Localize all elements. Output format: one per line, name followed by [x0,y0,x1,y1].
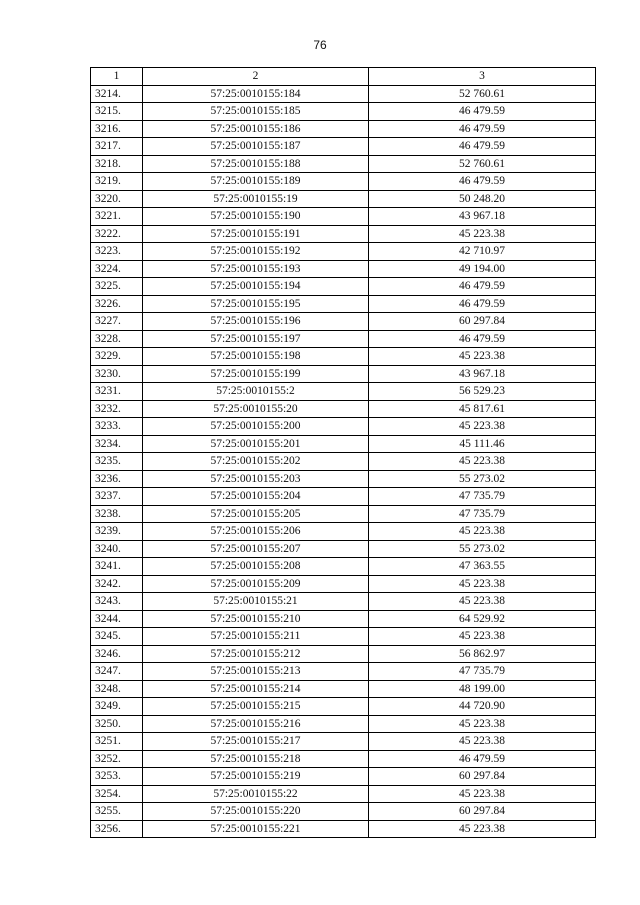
cadastral-number: 57:25:0010155:194 [143,278,369,296]
cadastral-number: 57:25:0010155:203 [143,470,369,488]
cadastral-value: 46 479.59 [369,750,596,768]
cadastral-value: 56 529.23 [369,383,596,401]
cadastral-number: 57:25:0010155:185 [143,103,369,121]
table-body [91,85,596,838]
row-number: 3255. [91,803,143,821]
cadastral-value: 60 297.84 [369,313,596,331]
row-number: 3238. [91,505,143,523]
cadastral-number: 57:25:0010155:216 [143,715,369,733]
cadastral-number: 57:25:0010155:20 [143,400,369,418]
cadastral-number: 57:25:0010155:212 [143,645,369,663]
cadastral-value: 55 273.02 [369,540,596,558]
table-row [91,120,596,138]
row-number: 3216. [91,120,143,138]
table-row [91,208,596,226]
cadastral-value: 50 248.20 [369,190,596,208]
table-row [91,768,596,786]
cadastral-number: 57:25:0010155:220 [143,803,369,821]
row-number: 3225. [91,278,143,296]
row-number: 3250. [91,715,143,733]
table-row [91,400,596,418]
table-row [91,540,596,558]
row-number: 3217. [91,138,143,156]
column-header-value: 3 [369,68,596,86]
table-row [91,313,596,331]
table-row [91,593,596,611]
cadastral-number: 57:25:0010155:195 [143,295,369,313]
row-number: 3246. [91,645,143,663]
cadastral-number: 57:25:0010155:188 [143,155,369,173]
column-header-number: 1 [91,68,143,86]
table-row [91,103,596,121]
cadastral-value: 52 760.61 [369,85,596,103]
cadastral-number: 57:25:0010155:193 [143,260,369,278]
cadastral-value: 45 223.38 [369,593,596,611]
row-number: 3214. [91,85,143,103]
table-row [91,453,596,471]
cadastral-number: 57:25:0010155:192 [143,243,369,261]
row-number: 3219. [91,173,143,191]
cadastral-number: 57:25:0010155:205 [143,505,369,523]
cadastral-value: 48 199.00 [369,680,596,698]
table-row [91,85,596,103]
row-number: 3226. [91,295,143,313]
table-row [91,750,596,768]
cadastral-number: 57:25:0010155:191 [143,225,369,243]
cadastral-number: 57:25:0010155:198 [143,348,369,366]
table-row [91,645,596,663]
table-row [91,663,596,681]
cadastral-value: 45 817.61 [369,400,596,418]
cadastral-number: 57:25:0010155:187 [143,138,369,156]
row-number: 3227. [91,313,143,331]
cadastral-number: 57:25:0010155:213 [143,663,369,681]
cadastral-number: 57:25:0010155:206 [143,523,369,541]
cadastral-number: 57:25:0010155:190 [143,208,369,226]
cadastral-number: 57:25:0010155:22 [143,785,369,803]
table-row [91,365,596,383]
table-row [91,558,596,576]
cadastral-number: 57:25:0010155:219 [143,768,369,786]
cadastral-number: 57:25:0010155:199 [143,365,369,383]
row-number: 3233. [91,418,143,436]
cadastral-value: 45 223.38 [369,225,596,243]
table-row [91,523,596,541]
cadastral-number: 57:25:0010155:209 [143,575,369,593]
cadastral-value: 42 710.97 [369,243,596,261]
row-number: 3245. [91,628,143,646]
cadastral-value: 47 735.79 [369,505,596,523]
row-number: 3218. [91,155,143,173]
cadastral-value: 47 363.55 [369,558,596,576]
cadastral-number: 57:25:0010155:204 [143,488,369,506]
row-number: 3253. [91,768,143,786]
column-header-cadastral-number: 2 [143,68,369,86]
cadastral-value: 49 194.00 [369,260,596,278]
table-row [91,295,596,313]
cadastral-number: 57:25:0010155:19 [143,190,369,208]
table-row [91,610,596,628]
cadastral-number: 57:25:0010155:214 [143,680,369,698]
table-row [91,138,596,156]
row-number: 3242. [91,575,143,593]
cadastral-value: 46 479.59 [369,278,596,296]
page-number: 76 [313,38,327,52]
row-number: 3234. [91,435,143,453]
row-number: 3228. [91,330,143,348]
cadastral-number: 57:25:0010155:196 [143,313,369,331]
table-row [91,330,596,348]
table-row [91,715,596,733]
cadastral-value: 43 967.18 [369,208,596,226]
row-number: 3231. [91,383,143,401]
table-row [91,575,596,593]
cadastral-value-table [90,67,596,838]
cadastral-number: 57:25:0010155:201 [143,435,369,453]
table-row [91,243,596,261]
row-number: 3249. [91,698,143,716]
table-row [91,348,596,366]
row-number: 3232. [91,400,143,418]
cadastral-value: 45 223.38 [369,418,596,436]
cadastral-number: 57:25:0010155:207 [143,540,369,558]
cadastral-number: 57:25:0010155:184 [143,85,369,103]
cadastral-value: 45 223.38 [369,453,596,471]
cadastral-value: 44 720.90 [369,698,596,716]
row-number: 3241. [91,558,143,576]
cadastral-value: 43 967.18 [369,365,596,383]
table-row [91,505,596,523]
row-number: 3251. [91,733,143,751]
cadastral-value: 64 529.92 [369,610,596,628]
cadastral-value: 47 735.79 [369,663,596,681]
table-row [91,785,596,803]
table-row [91,470,596,488]
row-number: 3236. [91,470,143,488]
cadastral-number: 57:25:0010155:210 [143,610,369,628]
cadastral-value: 46 479.59 [369,138,596,156]
row-number: 3252. [91,750,143,768]
table-row [91,383,596,401]
cadastral-value: 60 297.84 [369,768,596,786]
table-row [91,173,596,191]
row-number: 3230. [91,365,143,383]
cadastral-value: 46 479.59 [369,103,596,121]
cadastral-value: 60 297.84 [369,803,596,821]
row-number: 3222. [91,225,143,243]
cadastral-number: 57:25:0010155:2 [143,383,369,401]
cadastral-number: 57:25:0010155:189 [143,173,369,191]
cadastral-value: 56 862.97 [369,645,596,663]
table-row [91,435,596,453]
cadastral-value: 47 735.79 [369,488,596,506]
row-number: 3215. [91,103,143,121]
row-number: 3224. [91,260,143,278]
row-number: 3256. [91,820,143,838]
cadastral-number: 57:25:0010155:221 [143,820,369,838]
cadastral-value: 45 223.38 [369,628,596,646]
table-header-row [91,68,596,86]
table-row [91,225,596,243]
row-number: 3235. [91,453,143,471]
table-row [91,278,596,296]
cadastral-value: 46 479.59 [369,173,596,191]
cadastral-value: 45 223.38 [369,523,596,541]
cadastral-value: 45 223.38 [369,820,596,838]
cadastral-value: 45 223.38 [369,715,596,733]
table-row [91,698,596,716]
cadastral-value: 46 479.59 [369,295,596,313]
table-row [91,155,596,173]
table-row [91,488,596,506]
cadastral-number: 57:25:0010155:202 [143,453,369,471]
cadastral-number: 57:25:0010155:218 [143,750,369,768]
table-row [91,803,596,821]
cadastral-value: 45 111.46 [369,435,596,453]
cadastral-value: 45 223.38 [369,733,596,751]
table-row [91,260,596,278]
row-number: 3244. [91,610,143,628]
row-number: 3243. [91,593,143,611]
cadastral-value: 46 479.59 [369,120,596,138]
cadastral-value: 52 760.61 [369,155,596,173]
row-number: 3239. [91,523,143,541]
row-number: 3247. [91,663,143,681]
table-row [91,680,596,698]
row-number: 3240. [91,540,143,558]
cadastral-value: 45 223.38 [369,785,596,803]
table-row [91,733,596,751]
table-row [91,628,596,646]
row-number: 3237. [91,488,143,506]
cadastral-value: 55 273.02 [369,470,596,488]
row-number: 3248. [91,680,143,698]
cadastral-value: 45 223.38 [369,348,596,366]
cadastral-number: 57:25:0010155:197 [143,330,369,348]
table-row [91,418,596,436]
cadastral-value: 46 479.59 [369,330,596,348]
row-number: 3229. [91,348,143,366]
cadastral-number: 57:25:0010155:211 [143,628,369,646]
row-number: 3223. [91,243,143,261]
row-number: 3221. [91,208,143,226]
cadastral-number: 57:25:0010155:21 [143,593,369,611]
row-number: 3254. [91,785,143,803]
cadastral-number: 57:25:0010155:208 [143,558,369,576]
table-row [91,190,596,208]
cadastral-number: 57:25:0010155:186 [143,120,369,138]
table-row [91,820,596,838]
cadastral-number: 57:25:0010155:217 [143,733,369,751]
cadastral-number: 57:25:0010155:200 [143,418,369,436]
cadastral-value: 45 223.38 [369,575,596,593]
cadastral-number: 57:25:0010155:215 [143,698,369,716]
row-number: 3220. [91,190,143,208]
